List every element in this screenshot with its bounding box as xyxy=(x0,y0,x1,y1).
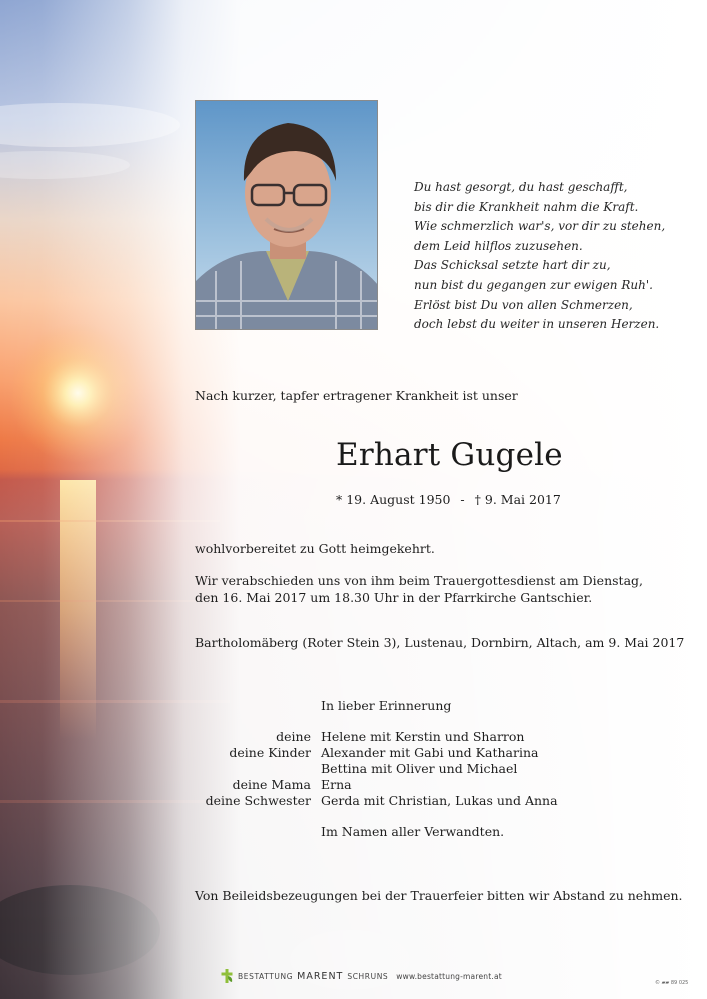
family-names: Gerda mit Christian, Lukas und Anna xyxy=(321,793,558,808)
poem-line: bis dir die Krankheit nahm die Kraft. xyxy=(414,199,639,214)
deceased-name: Erhart Gugele xyxy=(336,437,563,473)
cross-leaf-icon xyxy=(220,968,234,984)
company-name: MARENT xyxy=(297,970,344,982)
service-text xyxy=(195,572,643,606)
death-date: † 9. Mai 2017 xyxy=(474,492,561,507)
poem-line: nun bist du gegangen zur ewigen Ruh'. xyxy=(414,277,653,292)
company-prefix: BESTATTUNG xyxy=(238,971,294,981)
portrait-photo xyxy=(195,100,378,330)
family-relation: deine xyxy=(276,729,311,744)
company-website[interactable]: www.bestattung-marent.at xyxy=(396,971,502,981)
places-date-text: Bartholomäberg (Roter Stein 3), Lustenau, Dornbirn, Altach, am 9. Mai 2017 xyxy=(195,635,685,650)
family-names: Alexander mit Gabi und Katharina xyxy=(321,745,539,760)
birth-date: * 19. August 1950 xyxy=(336,492,451,507)
portrait-image xyxy=(196,101,378,330)
family-names: Erna xyxy=(321,777,352,792)
date-separator: - xyxy=(460,492,465,507)
poem-line: Wie schmerzlich war's, vor dir zu stehen, xyxy=(414,219,666,234)
family-names: Bettina mit Oliver und Michael xyxy=(321,761,518,776)
poem-line: Das Schicksal setzte hart dir zu, xyxy=(414,258,611,273)
funeral-home-footer xyxy=(220,968,502,984)
poem-line: Erlöst bist Du von allen Schmerzen, xyxy=(414,297,633,312)
life-dates xyxy=(336,492,561,507)
poem-line: doch lebst du weiter in unseren Herzen. xyxy=(414,317,660,332)
memory-heading: In lieber Erinnerung xyxy=(321,698,452,713)
company-town: SCHRUNS xyxy=(347,971,389,981)
intro-text: Nach kurzer, tapfer ertragener Krankheit ist unser xyxy=(195,388,518,403)
condolences-text: Von Beileidsbezeugungen bei der Trauerfeier bitten wir Abstand zu nehmen. xyxy=(195,888,683,903)
family-relation: deine Schwester xyxy=(205,793,311,808)
poem xyxy=(414,178,665,335)
family-relation: deine Kinder xyxy=(229,745,311,760)
poem-line: Du hast gesorgt, du hast geschafft, xyxy=(414,180,628,194)
family-relation: deine Mama xyxy=(232,777,311,792)
family-names: Helene mit Kerstin und Sharron xyxy=(321,729,525,744)
relatives-text: Im Namen aller Verwandten. xyxy=(321,824,505,839)
poem-line: dem Leid hilflos zuzusehen. xyxy=(414,238,583,253)
returned-text: wohlvorbereitet zu Gott heimgekehrt. xyxy=(195,541,435,556)
service-line: den 16. Mai 2017 um 18.30 Uhr in der Pfarrkirche Gantschier. xyxy=(195,590,593,605)
service-line: Wir verabschieden uns von ihm beim Trauergottesdienst am Dienstag, xyxy=(195,573,643,588)
family-names-column xyxy=(321,729,558,809)
copyright-code: © ▰▰ 89 025 xyxy=(655,980,689,986)
